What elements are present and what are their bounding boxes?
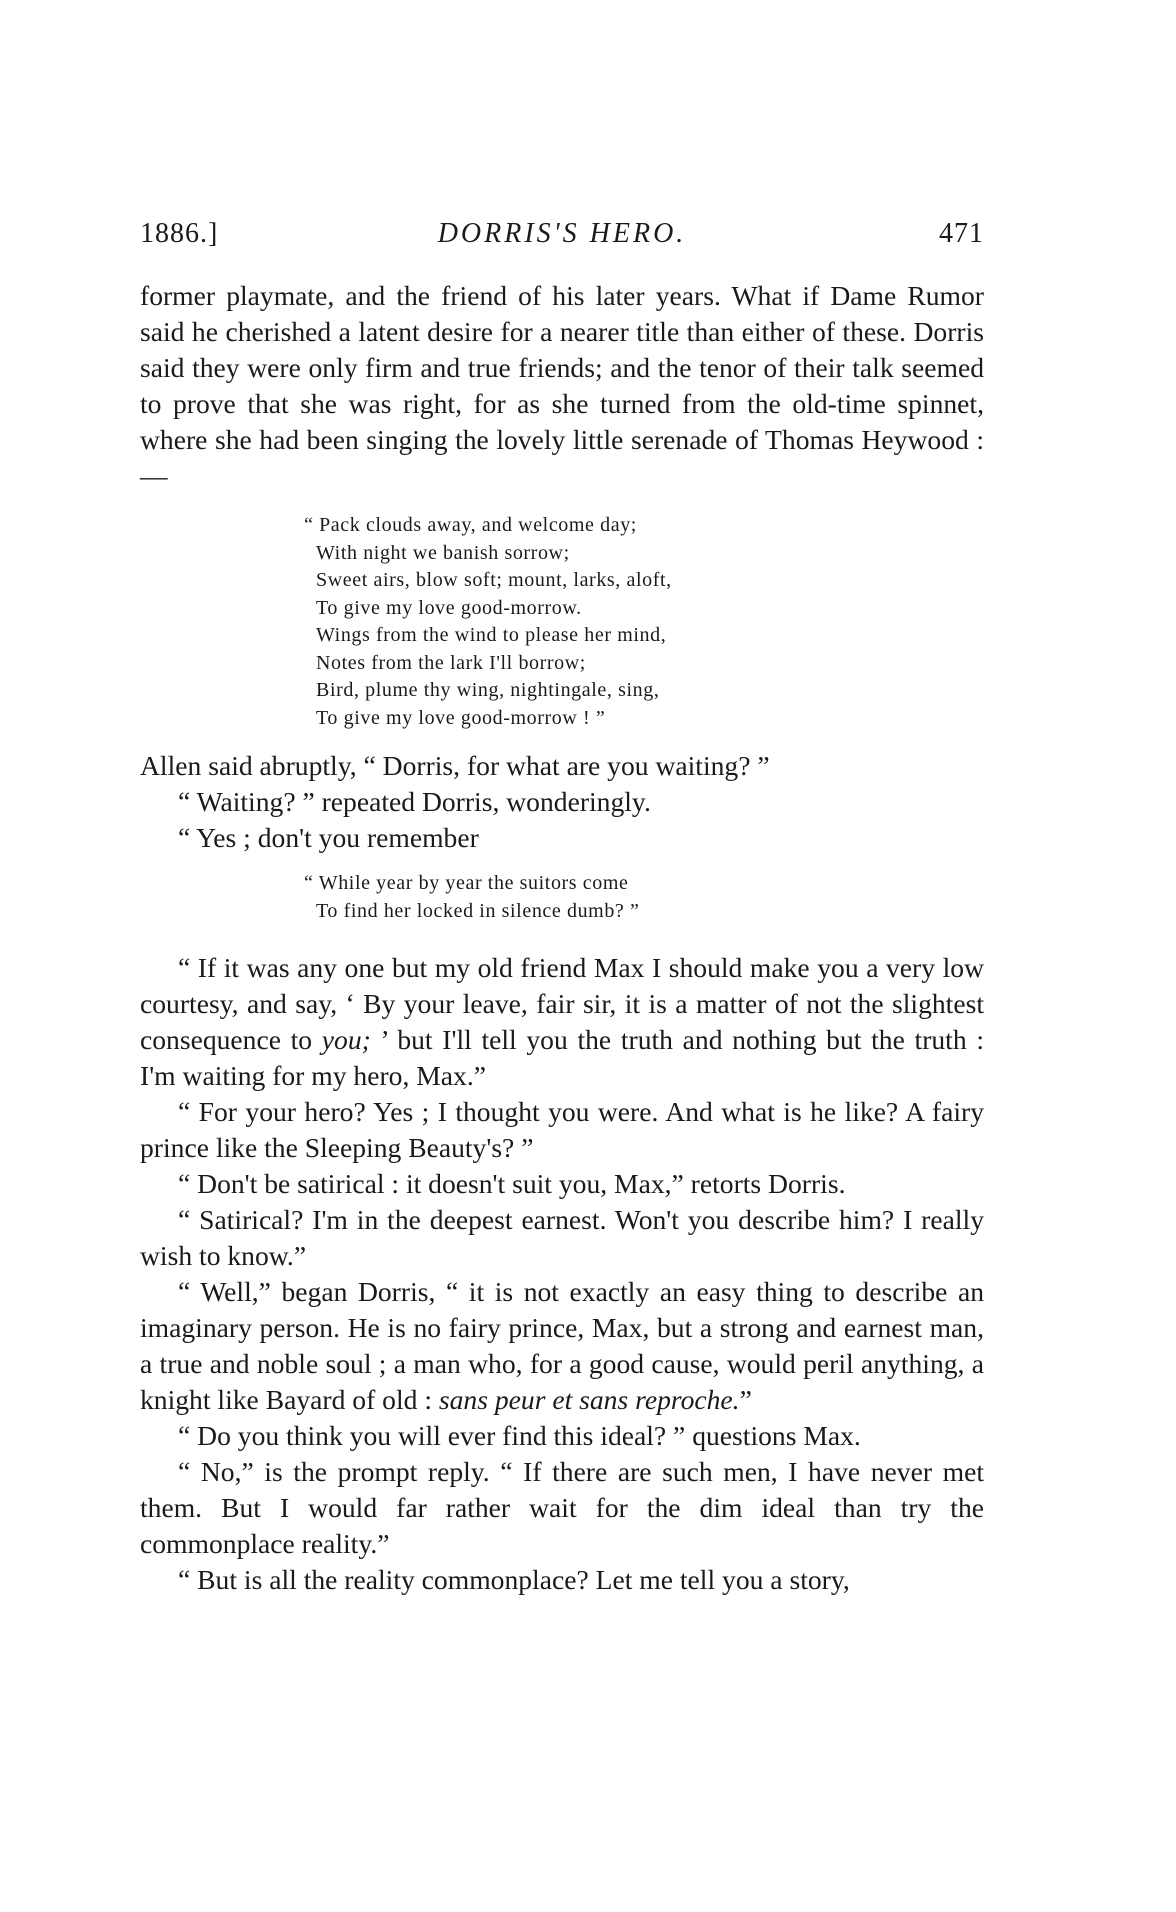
verse-line: Notes from the lark I'll borrow;	[316, 651, 586, 674]
verse-line: Wings from the wind to please her mind,	[316, 624, 667, 646]
paragraph-opening: former playmate, and the friend of his later years. What if Dame Rumor said he cherished a latent desire for a nearer title than either of these. Dorris said they were only firm and true friends; and the tenor of their talk seemed to prove that she was right, for as she turned from the old-time spinnet, where she had been singing the lovely little serenade of Thomas Heywood : —	[140, 280, 984, 491]
ideal-text: “ Well,” began Dorris, “ it is not exactly an easy thing to describe an imaginary person. He is no fairy prince, Max, but a strong and earnest man, a true and noble soul ; a man who, for a good cause, would peril anything, a knight like Bayard of old :	[140, 1276, 984, 1415]
ideal-close-quote: ”	[739, 1384, 752, 1415]
header-year: 1886.]	[140, 218, 219, 249]
courtesy-text-end: ’ but I'll tell you the truth and nothing but the truth : I'm waiting for my hero, Max.”	[140, 1024, 984, 1091]
paragraph-reply: “ No,” is the prompt reply. “ If there are such men, I have never met them. But I would far rather wait for the dim ideal than try the commonplace reality.”	[140, 1456, 984, 1559]
verse-line: “ While year by year the suitors come	[304, 872, 629, 894]
paragraph-ideal	[140, 1274, 984, 1418]
paragraph-satirical-reply: “ Don't be satirical : it doesn't suit you, Max,” retorts Dorris.	[178, 1168, 846, 1199]
verse-line: Bird, plume thy wing, nightingale, sing,	[316, 679, 660, 701]
verse-line: Sweet airs, blow soft; mount, larks, aloft,	[316, 569, 672, 591]
courtesy-text-start: “ If it was any one but my old friend Max I should make you a very low courtesy, and say, ‘ By your leave, fair sir, it is a matter of not the slightest consequence to	[140, 952, 984, 1055]
paragraph-find-ideal: “ Do you think you will ever find this ideal? ” questions Max.	[178, 1420, 861, 1451]
paragraph-story: “ But is all the reality commonplace? Let me tell you a story,	[178, 1564, 850, 1595]
verse-line: “ Pack clouds away, and welcome day;	[304, 514, 637, 536]
verse-line: To find her locked in silence dumb? ”	[316, 899, 640, 922]
verse-line: To give my love good-morrow.	[316, 596, 582, 619]
paragraph-allen: Allen said abruptly, “ Dorris, for what are you waiting? ”	[140, 750, 770, 781]
page-number: 471	[939, 218, 984, 249]
header-title: DORRIS'S HERO.	[437, 218, 687, 249]
paragraph-courtesy	[140, 950, 984, 1094]
verse-serenade	[304, 512, 984, 732]
page-body	[140, 278, 984, 1598]
verse-line: To give my love good-morrow ! ”	[316, 706, 606, 729]
paragraph-describe: “ Satirical? I'm in the deepest earnest. Won't you describe him? I really wish to know.”	[140, 1204, 984, 1271]
verse-suitors	[304, 870, 984, 925]
courtesy-emphasis: you;	[321, 1024, 371, 1055]
running-header	[140, 218, 984, 258]
paragraph-hero: “ For your hero? Yes ; I thought you were. And what is he like? A fairy prince like the Sleeping Beauty's? ”	[140, 1096, 984, 1163]
paragraph-waiting: “ Waiting? ” repeated Dorris, wonderingly.	[178, 786, 651, 817]
paragraph-remember: “ Yes ; don't you remember	[178, 822, 479, 853]
verse-line: With night we banish sorrow;	[316, 541, 570, 564]
ideal-motto: sans peur et sans reproche.	[438, 1384, 740, 1415]
